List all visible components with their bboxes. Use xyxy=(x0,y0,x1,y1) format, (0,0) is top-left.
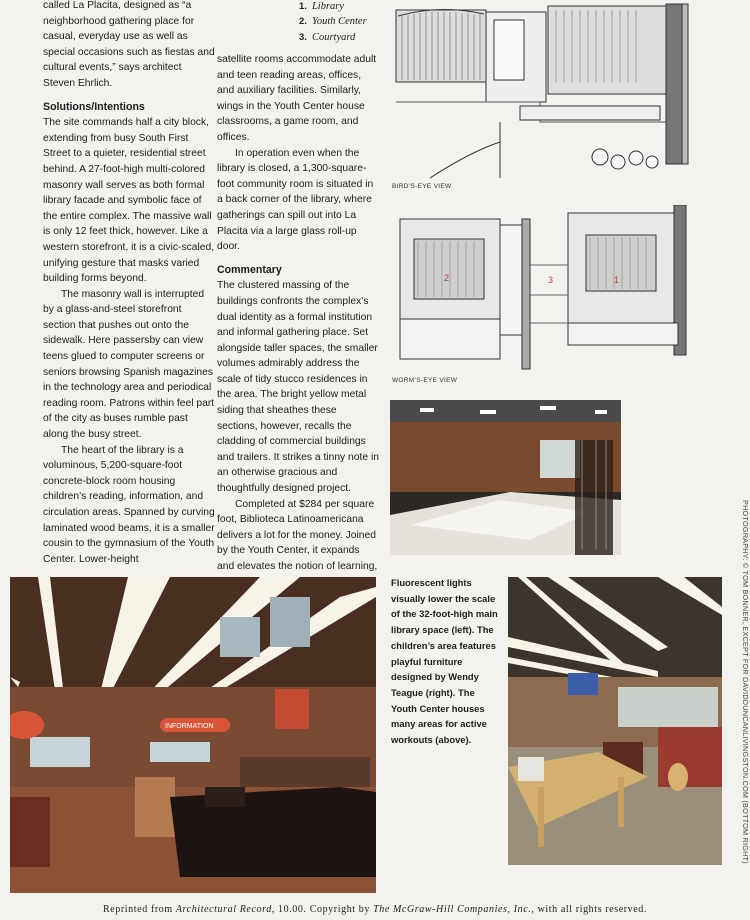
birds-eye-caption: BIRD’S-EYE VIEW xyxy=(392,183,452,190)
body-paragraph: The masonry wall is interrupted by a glass-and-steel storefront section that pushes out onto the sidewalk. Here passersby can view teens glued to computer screens or seniors browsing Spanish magazines in the technology area and periodical reading room. Patrons within feel part of the city as buses rumble past along the busy street. xyxy=(43,288,215,441)
article-column-2 xyxy=(217,52,379,606)
birds-eye-drawing xyxy=(390,2,720,182)
intro-paragraph: called La Placita, designed as “a neighborhood gathering place for casual, everyday use as well as special occasions such as fiestas and cultural events,” says architect Steven Ehrlich. xyxy=(43,0,215,89)
plan-label-1: 1 xyxy=(614,275,620,285)
childrens-area-photo xyxy=(508,577,722,865)
body-paragraph: Completed at $284 per square foot, Biblioteca Latinoamericana delivers a lot for the money. Joined by the Youth Center, it expands and elevates the notion of learning, xyxy=(217,498,378,572)
body-paragraph: The site commands half a city block, extending from busy South First Street to a quieter, residential street behind. A 27-foot-high multi-colored masonry wall serves as both formal library facade and symbolic face of the entire complex. The massive wall is only 12 feet thick, however. Like a western storefront, it is a civic-scaled, unifying gesture that masks varied building forms beyond. xyxy=(43,117,215,285)
plan-label-3: 3 xyxy=(548,275,554,285)
youth-center-photo xyxy=(390,400,621,555)
body-paragraph: In operation even when the library is closed, a 1,300-square-foot community room is situated in a back corner of the library, where gatherings can spill out into La Placita via a large glass roll-up door. xyxy=(217,147,374,253)
photo-caption: Fluorescent lights visually lower the scale of the 32-foot-high main library space (left). The children’s area features playful furniture designed by Wendy Teague (right). The Youth Center houses many areas for active workouts (above). xyxy=(391,577,498,746)
legend-item: 2. Youth Center xyxy=(299,16,367,28)
body-paragraph: satellite rooms accommodate adult and teen reading areas, offices, and auxiliary facilities. Similarly, wings in the Youth Center house classrooms, a game room, and offices. xyxy=(217,54,377,143)
plan-legend xyxy=(299,0,367,45)
body-paragraph: The heart of the library is a voluminous, 5,200-square-foot concrete-block room housing children’s reading, information, and circulation areas. Spanned by curving laminated wood beams, it is a smaller cousin to the gymnasium of the Youth Center. Lower-height xyxy=(43,444,215,565)
section-heading-commentary: Commentary xyxy=(217,263,282,276)
photo-credit: PHOTOGRAPHY: © TOM BONNER, EXCEPT FOR DAVIDDUNCANLIVINGSTON.COM (BOTTOM RIGHT) xyxy=(741,500,750,864)
main-library-photo xyxy=(10,577,376,893)
worms-eye-drawing xyxy=(390,205,720,375)
reprint-footer: Reprinted from Architectural Record, 10.00. Copyright by The McGraw-Hill Companies, Inc., with all rights reserved. xyxy=(102,904,648,915)
legend-item: 3. Courtyard xyxy=(299,31,356,43)
section-heading-solutions: Solutions/Intentions xyxy=(43,100,145,113)
plan-label-2: 2 xyxy=(444,273,450,283)
article-column-1 xyxy=(43,0,215,567)
worms-eye-caption: WORM’S-EYE VIEW xyxy=(392,377,458,384)
information-sign: INFORMATION xyxy=(165,723,214,730)
legend-item: 1. Library xyxy=(299,1,345,12)
body-paragraph: The clustered massing of the buildings confronts the complex’s dual identity as a formal institution and informal gathering place. Set alongside taller spaces, the smaller volumes admirably address the scale of tidy stucco residences in the area. The bright yellow metal siding that sheathes these sections, however, recalls the cladding of commercial buildings and trailers. It strikes a tinny note in an otherwise gracious and thoughtfully designed project. xyxy=(217,280,379,495)
